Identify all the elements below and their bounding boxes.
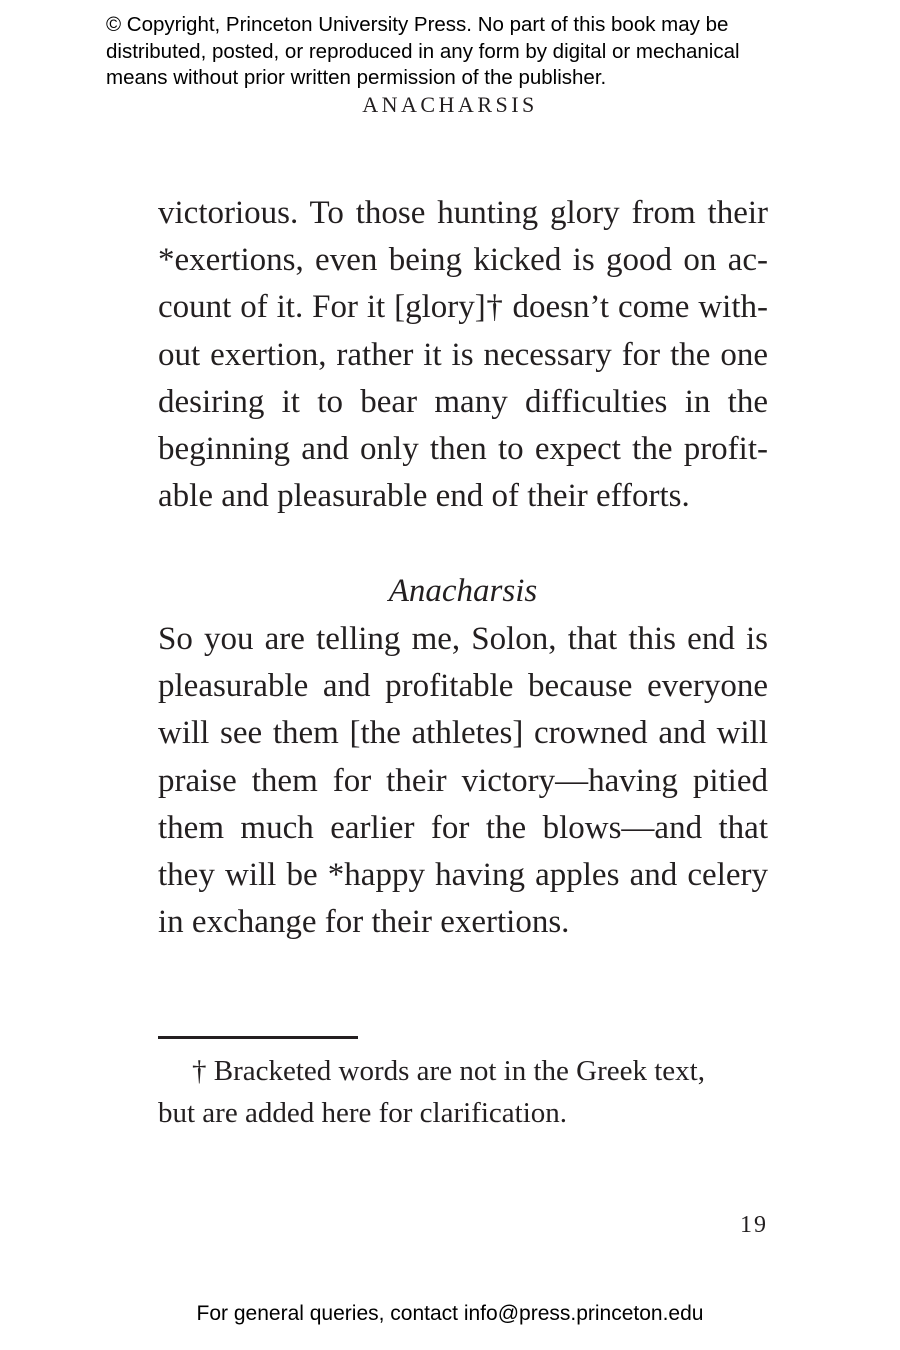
running-head: ANACHARSIS [362, 92, 538, 117]
footnote-line: † Bracketed words are not in the Greek text, [192, 1055, 705, 1087]
text-line: will see them [the athletes] crowned and will [158, 715, 768, 752]
text-line: beginning and only then to expect the profit- [158, 430, 768, 467]
copyright-notice [106, 12, 826, 92]
text-line: they will be *happy having apples and celery [158, 856, 768, 893]
copyright-line: means without prior written permission of the publisher. [106, 66, 607, 89]
footnote [158, 1050, 768, 1134]
text-line: praise them for their victory—having pitied [158, 762, 768, 799]
copyright-line: © Copyright, Princeton University Press. No part of this book may be [106, 13, 729, 36]
text-line: So you are telling me, Solon, that this end is [158, 621, 768, 657]
page-number: 19 [740, 1212, 768, 1238]
text-line: able and pleasurable end of their efforts. [158, 478, 690, 515]
text-line: count of it. For it [glory]† doesn’t come with- [158, 289, 768, 326]
copyright-line: distributed, posted, or reproduced in any form by digital or mechanical [106, 39, 740, 63]
text-line: *exertions, even being kicked is good on ac- [158, 242, 768, 279]
text-line: them much earlier for the blows—and that [158, 809, 768, 846]
text-line: desiring it to bear many difficulties in the [158, 383, 768, 420]
text-line: out exertion, rather it is necessary for the one [158, 336, 768, 373]
paragraph-anacharsis [158, 616, 768, 946]
footer-contact: For general queries, contact info@press.princeton.edu [196, 1302, 704, 1325]
paragraph-solon [158, 190, 768, 520]
text-line: victorious. To those hunting glory from their [158, 195, 768, 231]
speaker-heading: Anacharsis [388, 573, 538, 609]
text-line: in exchange for their exertions. [158, 904, 570, 941]
footnote-rule [158, 1036, 358, 1039]
footnote-line: but are added here for clarification. [158, 1097, 568, 1129]
text-line: pleasurable and profitable because everyone [158, 668, 768, 705]
